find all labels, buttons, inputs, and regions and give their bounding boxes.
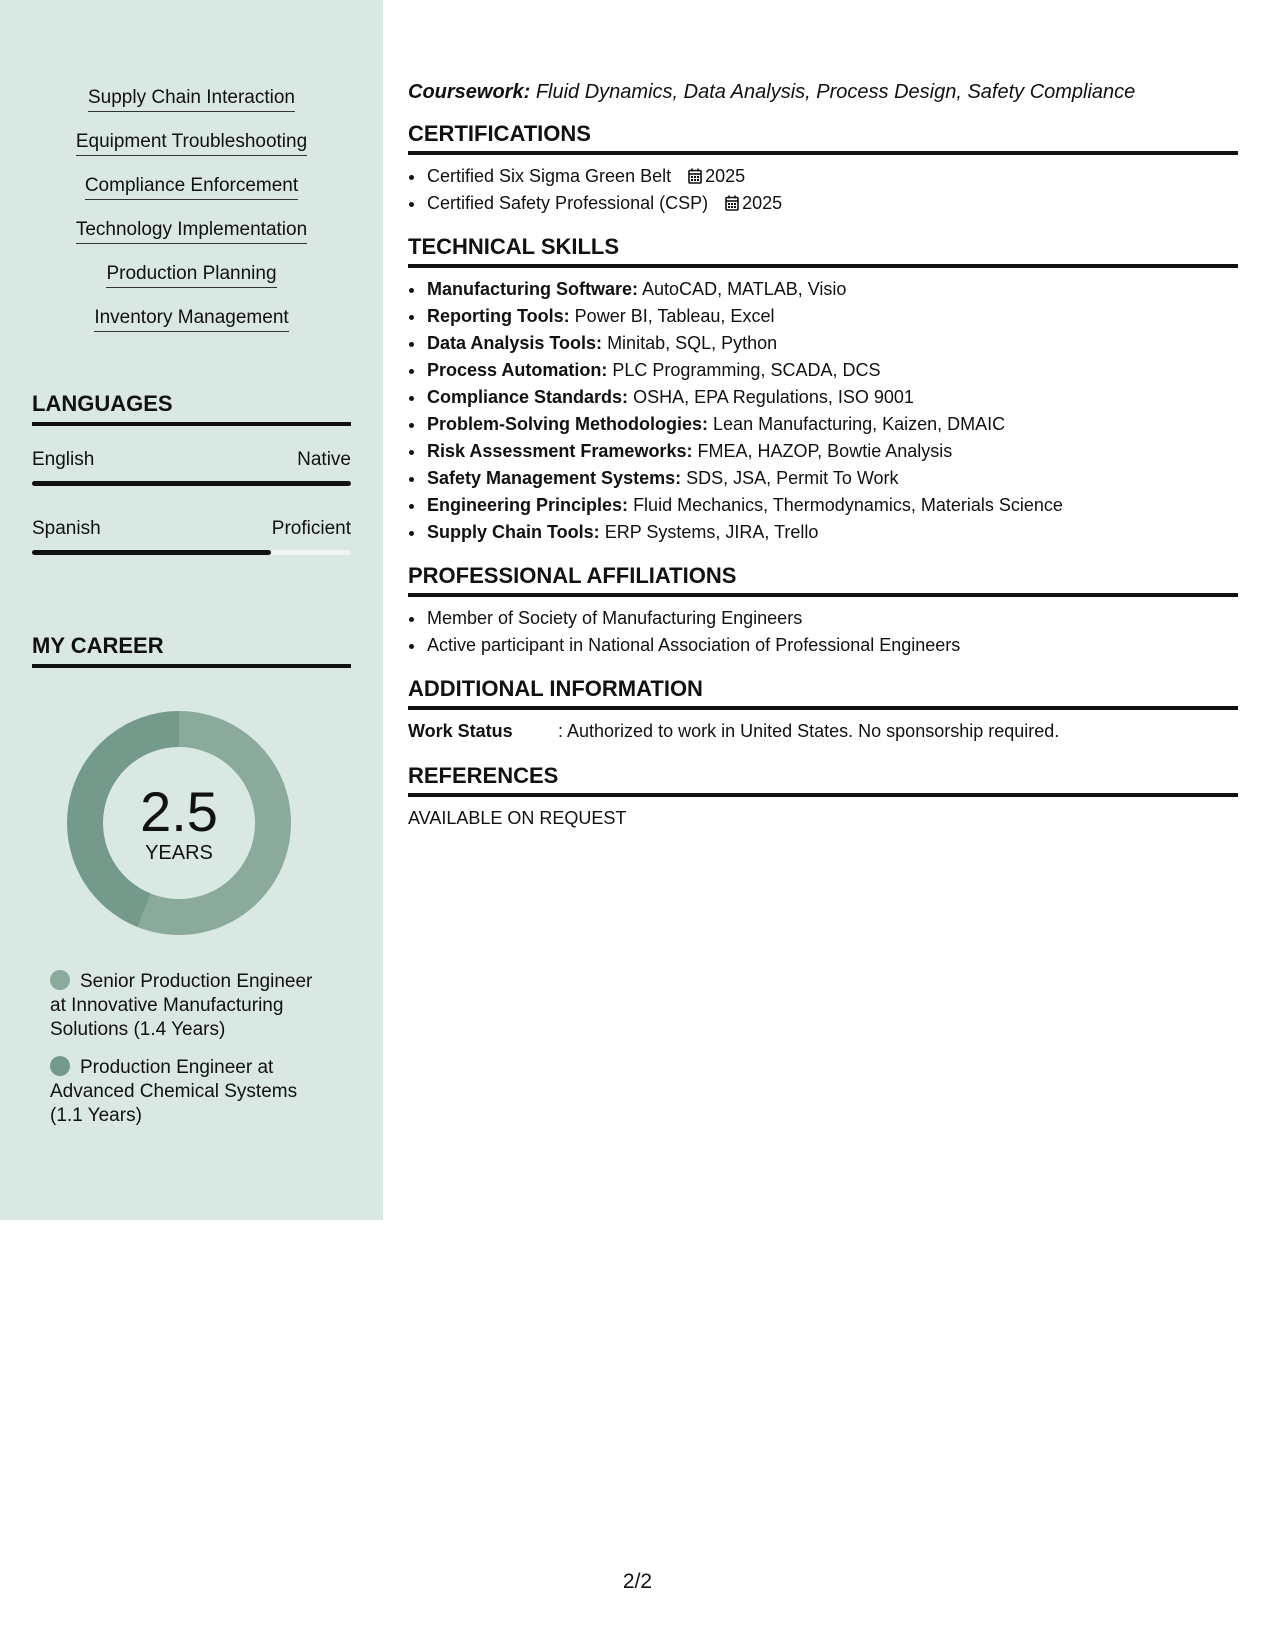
certification-name: Certified Six Sigma Green Belt bbox=[427, 166, 672, 186]
certification-name: Certified Safety Professional (CSP) bbox=[427, 193, 709, 213]
language-level: Native bbox=[297, 449, 351, 470]
certification-item bbox=[426, 190, 1238, 217]
skill-category: Problem-Solving Methodologies: bbox=[427, 414, 709, 434]
main-content bbox=[408, 78, 1238, 831]
technical-skill-item bbox=[426, 465, 1238, 492]
skill-category: Manufacturing Software: bbox=[427, 279, 639, 299]
coursework-label: Coursework: bbox=[408, 81, 531, 103]
skill-category: Data Analysis Tools: bbox=[427, 333, 603, 353]
skill-category: Reporting Tools: bbox=[427, 306, 570, 326]
page-number: 2/2 bbox=[622, 1570, 653, 1593]
skill-values: AutoCAD, MATLAB, Visio bbox=[642, 279, 847, 299]
skill-values: Minitab, SQL, Python bbox=[607, 333, 778, 353]
language-row-spanish bbox=[32, 518, 351, 540]
skill-category: Engineering Principles: bbox=[427, 495, 629, 515]
skill-values: Fluid Mechanics, Thermodynamics, Materials Science bbox=[633, 495, 1063, 515]
language-bar-english bbox=[32, 481, 351, 486]
technical-skill-item bbox=[426, 303, 1238, 330]
certifications-title: CERTIFICATIONS bbox=[408, 120, 1238, 155]
references-title: REFERENCES bbox=[408, 762, 1238, 797]
affiliation-item: • Member of Society of Manufacturing Engineers bbox=[426, 605, 1238, 632]
technical-skills-list bbox=[408, 276, 1238, 546]
skill-values: SDS, JSA, Permit To Work bbox=[686, 468, 899, 488]
language-name: Spanish bbox=[32, 518, 101, 539]
language-bar-fill bbox=[32, 481, 351, 486]
language-bar-spanish bbox=[32, 550, 351, 555]
skill-category: Compliance Standards: bbox=[427, 387, 629, 407]
skill-category: Process Automation: bbox=[427, 360, 608, 380]
language-bar-fill bbox=[32, 550, 271, 555]
affiliation-item: • Active participant in National Association of Professional Engineers bbox=[426, 632, 1238, 659]
references-text: AVAILABLE ON REQUEST bbox=[408, 808, 627, 828]
technical-skill-item bbox=[426, 357, 1238, 384]
affiliations-title: PROFESSIONAL AFFILIATIONS bbox=[408, 562, 1238, 597]
skill-values: Lean Manufacturing, Kaizen, DMAIC bbox=[713, 414, 1006, 434]
legend-dot bbox=[50, 1056, 70, 1076]
additional-info-title: ADDITIONAL INFORMATION bbox=[408, 675, 1238, 710]
skill-tag: Production Planning bbox=[106, 262, 276, 288]
skill-tag: Technology Implementation bbox=[76, 218, 307, 244]
skill-category: Safety Management Systems: bbox=[427, 468, 682, 488]
legend-dot bbox=[50, 970, 70, 990]
work-status-value: : Authorized to work in United States. No sponsorship required. bbox=[558, 721, 1060, 741]
technical-skills-title: TECHNICAL SKILLS bbox=[408, 233, 1238, 268]
technical-skill-item bbox=[426, 330, 1238, 357]
certification-year: 2025 bbox=[705, 166, 746, 186]
languages-heading: LANGUAGES bbox=[32, 390, 351, 426]
career-unit: YEARS bbox=[145, 842, 213, 864]
skill-tag: Inventory Management bbox=[94, 306, 288, 332]
certifications-list bbox=[408, 163, 1238, 217]
career-total: 2.5 bbox=[140, 780, 218, 843]
coursework bbox=[408, 78, 1238, 106]
calendar-icon bbox=[688, 168, 702, 184]
technical-skill-item bbox=[426, 519, 1238, 546]
language-level: Proficient bbox=[271, 518, 351, 539]
skill-values: FMEA, HAZOP, Bowtie Analysis bbox=[697, 441, 953, 461]
skill-tag: Compliance Enforcement bbox=[85, 174, 298, 200]
skills-list bbox=[0, 86, 383, 350]
skill-values: Power BI, Tableau, Excel bbox=[574, 306, 775, 326]
coursework-text: Fluid Dynamics, Data Analysis, Process Design, Safety Compliance bbox=[535, 81, 1136, 103]
skill-values: PLC Programming, SCADA, DCS bbox=[612, 360, 881, 380]
skill-tag: Supply Chain Interaction bbox=[88, 86, 295, 112]
certification-year: 2025 bbox=[742, 193, 783, 213]
work-status-label: Work Status bbox=[408, 721, 513, 741]
calendar-icon bbox=[725, 195, 739, 211]
legend-label: Production Engineer at Advanced Chemical Systems (1.1 Years) bbox=[50, 1057, 298, 1126]
career-legend-item bbox=[50, 1056, 320, 1128]
language-row-english bbox=[32, 449, 351, 471]
language-name: English bbox=[32, 449, 95, 470]
sidebar bbox=[0, 0, 383, 1220]
skill-tag: Equipment Troubleshooting bbox=[76, 130, 307, 156]
career-donut bbox=[66, 710, 292, 936]
technical-skill-item bbox=[426, 411, 1238, 438]
technical-skill-item bbox=[426, 276, 1238, 303]
technical-skill-item bbox=[426, 492, 1238, 519]
career-heading: MY CAREER bbox=[32, 632, 351, 668]
career-legend-item bbox=[50, 970, 320, 1042]
affiliations-list bbox=[408, 605, 1238, 659]
skill-values: OSHA, EPA Regulations, ISO 9001 bbox=[633, 387, 914, 407]
legend-label: Senior Production Engineer at Innovative Manufacturing Solutions (1.4 Years) bbox=[50, 971, 313, 1040]
skill-category: Supply Chain Tools: bbox=[427, 522, 600, 542]
skill-values: ERP Systems, JIRA, Trello bbox=[604, 522, 819, 542]
work-status bbox=[408, 718, 1238, 744]
skill-category: Risk Assessment Frameworks: bbox=[427, 441, 693, 461]
certification-item bbox=[426, 163, 1238, 190]
technical-skill-item bbox=[426, 438, 1238, 465]
technical-skill-item bbox=[426, 384, 1238, 411]
